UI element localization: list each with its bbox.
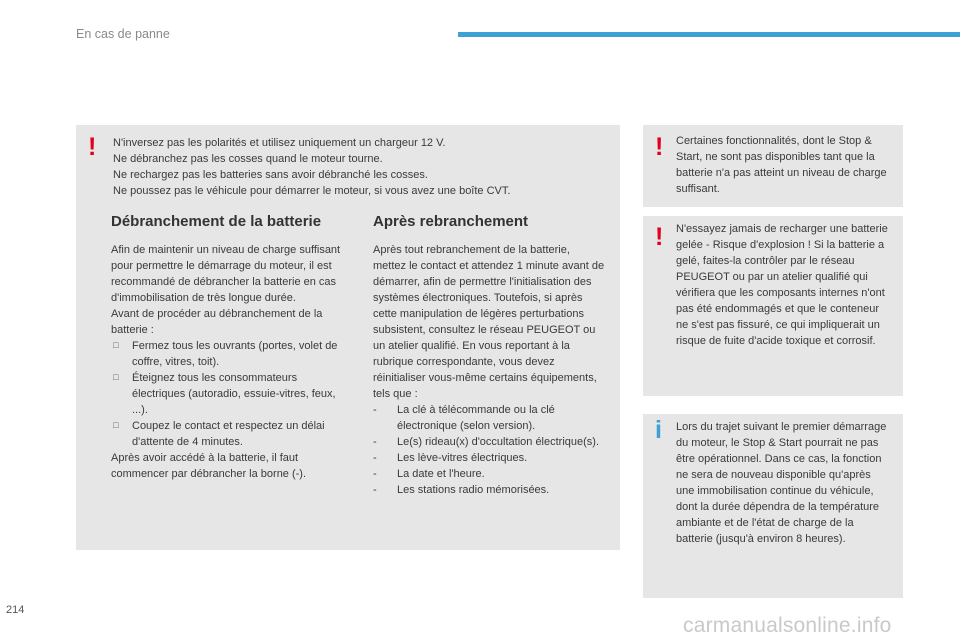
list-item: □ Coupez le contact et respectez un délai d'attente de 4 minutes.: [111, 418, 351, 450]
info-icon: i: [655, 416, 662, 444]
disconnect-before: Avant de procéder au débranchement de la batterie :: [111, 308, 323, 336]
side-note-text: Lors du trajet suivant le premier démarrage du moteur, le Stop & Start pourrait ne pas être opérationnel. Dans ce cas, la fonction ne sera de nouveau disponible qu'après une immobilisation continue du véhicule, dont la durée dépendra de la température ambiante et de l'état de charge de la batterie (jusqu'à environ 8 heures).: [676, 421, 887, 545]
list-item: - La clé à télécommande ou la clé électronique (selon version).: [373, 402, 605, 434]
warning-line: Ne débranchez pas les cosses quand le moteur tourne.: [113, 153, 383, 165]
disconnect-after: Après avoir accédé à la batterie, il faut commencer par débrancher la borne (-).: [111, 452, 307, 480]
list-item: - La date et l'heure.: [373, 466, 605, 482]
watermark: carmanualsonline.info: [683, 614, 892, 637]
reconnect-section: [373, 213, 605, 498]
list-item: - Le(s) rideau(x) d'occultation électrique(s).: [373, 434, 605, 450]
warning-icon: !: [88, 133, 97, 161]
warning-text: [113, 135, 510, 199]
reconnect-intro: Après tout rebranchement de la batterie, mettez le contact et attendez 1 minute avant de démarrer, afin de permettre l'initialisation des systèmes électroniques. Toutefois, si après cette manipulation de légères perturbations subsistent, consultez le réseau PEUGEOT ou un atelier qualifié. En vous reportant à la rubrique correspondante, vous devez réinitialiser vous-même certains équipements, tels que :: [373, 244, 605, 400]
disconnect-intro: Afin de maintenir un niveau de charge suffisant pour permettre le démarrage du moteur, il est recommandé de débrancher la batterie en cas d'immobilisation de très longue durée.: [111, 244, 341, 304]
warning-line: Ne poussez pas le véhicule pour démarrer le moteur, si vous avez une boîte CVT.: [113, 185, 511, 197]
warning-icon: !: [655, 223, 664, 251]
warning-line: Ne rechargez pas les batteries sans avoir débranché les cosses.: [113, 169, 428, 181]
list-item: □ Éteignez tous les consommateurs électriques (autoradio, essuie-vitres, feux, ...).: [111, 370, 351, 418]
warning-line: N'inversez pas les polarités et utilisez uniquement un chargeur 12 V.: [113, 137, 446, 149]
side-note-frozen-battery: [643, 216, 903, 396]
list-item: - Les stations radio mémorisées.: [373, 482, 605, 498]
list-item: - Les lève-vitres électriques.: [373, 450, 605, 466]
side-note-text: N'essayez jamais de recharger une batterie gelée - Risque d'explosion ! Si la batterie a gelé, faites-la contrôler par le réseau PEUGEOT ou par un atelier qualifié qui vérifiera que les composants internes n'ont pas été endommagés et que le conteneur ne s'est pas fissuré, ce qui impliquerait un risque de fuite d'acide toxique et corrosif.: [676, 223, 888, 347]
list-item: □ Fermez tous les ouvrants (portes, volet de coffre, vitres, toit).: [111, 338, 351, 370]
warning-icon: !: [655, 133, 664, 161]
disconnect-section: [111, 213, 351, 482]
page-number: 214: [6, 604, 25, 616]
disconnect-heading: Débranchement de la batterie: [111, 213, 322, 230]
side-note-stop-start: [643, 125, 903, 207]
side-note-info: [643, 414, 903, 598]
section-title: En cas de panne: [76, 27, 170, 41]
main-panel: [76, 125, 620, 550]
reconnect-heading: Après rebranchement: [373, 213, 529, 230]
header-accent-bar: [458, 32, 960, 37]
side-note-text: Certaines fonctionnalités, dont le Stop & Start, ne sont pas disponibles tant que la batterie n'a pas atteint un niveau de charge suffisant.: [676, 135, 887, 195]
